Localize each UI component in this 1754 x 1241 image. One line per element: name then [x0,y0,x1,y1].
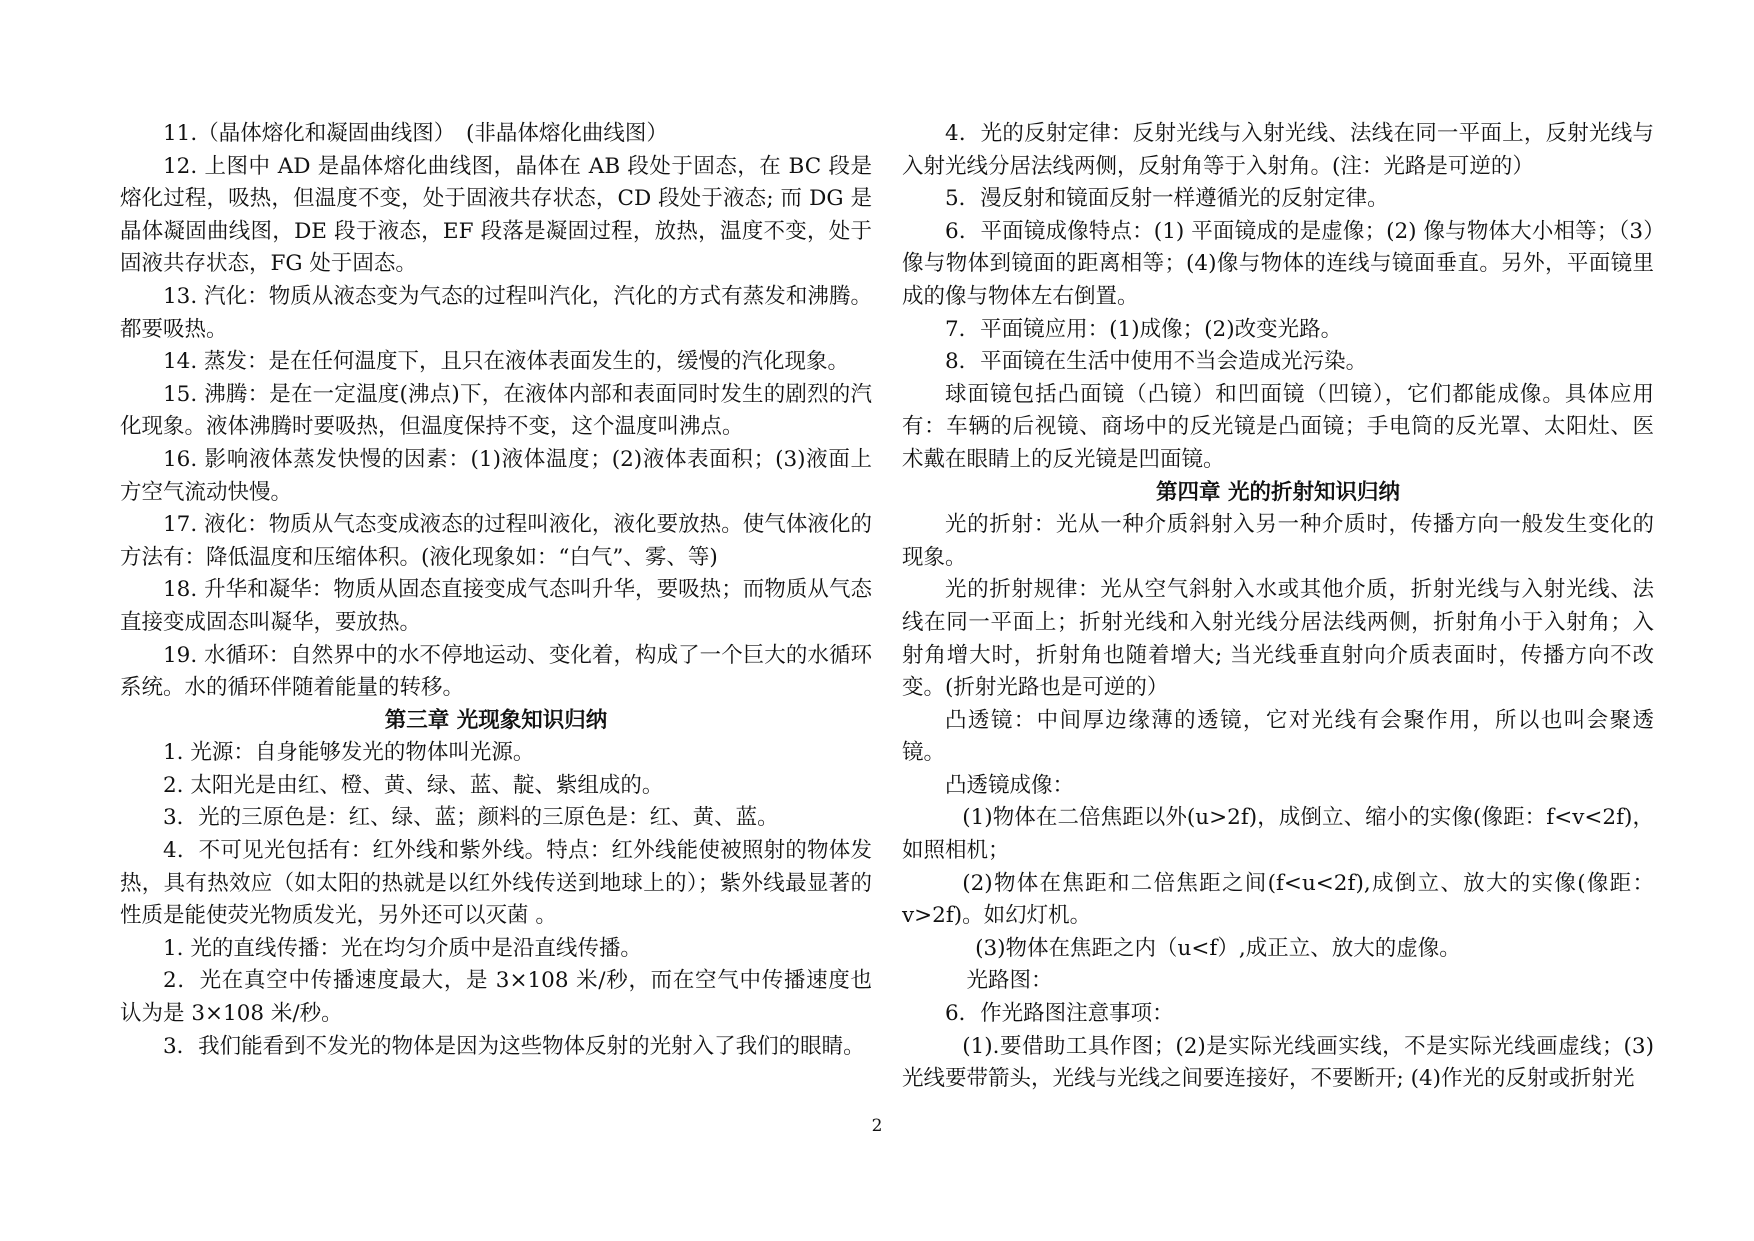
light-path-label: 光路图： [966,968,1053,994]
paragraph-16: 16. 影响液体蒸发快慢的因素：(1)液体温度；(2)液体表面积；(3)液面上方空气流动快慢。 [120,446,872,505]
plane-mirror-features-paragraph: 6．平面镜成像特点：(1) 平面镜成的是虚像；(2) 像与物体大小相等；（3）像与物体到镜面的距离相等；(4)像与物体的连线与镜面垂直。另外，平面镜里成的像与物体左右倒置。 [902,218,1654,309]
paragraph-19: 19. 水循环：自然界中的水不停地运动、变化着，构成了一个巨大的水循环系统。水的循环伴随着能量的转移。 [120,642,872,701]
paragraph-14: 14. 蒸发：是在任何温度下，且只在液体表面发生的，缓慢的汽化现象。 [163,349,850,375]
convex-lens-paragraph: 凸透镜：中间厚边缘薄的透镜，它对光线有会聚作用，所以也叫会聚透镜。 [902,707,1654,766]
paragraph-17: 17. 液化：物质从气态变成液态的过程叫液化，液化要放热。使气体液化的方法有：降低温度和压缩体积。(液化现象如：“白气”、雾、等) [120,512,872,570]
light-paragraph-2: 2. 太阳光是由红、橙、黄、绿、蓝、靛、紫组成的。 [163,772,664,798]
page-number: 2 [871,1116,883,1136]
spherical-mirror-paragraph: 球面镜包括凸面镜（凸镜）和凹面镜（凹镜），它们都能成像。具体应用有：车辆的后视镜、商场中的反光镜是凸面镜；手电筒的反光罩、太阳灶、医术戴在眼睛上的反光镜是凹面镜。 [902,381,1654,472]
plane-mirror-use-paragraph: 7．平面镜应用：(1)成像；(2)改变光路。 [945,316,1343,342]
paragraph-18: 18. 升华和凝华：物质从固态直接变成气态叫升华，要吸热；而物质从气态直接变成固态叫凝华，要放热。 [120,577,872,635]
notes-paragraph: (1).要借助工具作图；(2)是实际光线画实线，不是实际光线画虚线；(3)光线要带箭头，光线与光线之间要连接好，不要断开; (4)作光的反射或折射光 [902,1033,1654,1092]
notes-heading: 6．作光路图注意事项： [945,1001,1174,1027]
imaging-item-2: (2)物体在焦距和二倍焦距之间(f<u<2f),成倒立、放大的实像(像距：v>2f)。如幻灯机。 [902,870,1654,929]
light-paragraph-4: 4．不可见光包括有：红外线和紫外线。特点：红外线能使被照射的物体发热，具有热效应（如太阳的热就是以红外线传送到地球上的）；紫外线最显著的性质是能使荧光物质发光，另外还可以灭菌 。 [120,838,872,929]
light-paragraph-7: 3．我们能看到不发光的物体是因为这些物体反射的光射入了我们的眼睛。 [163,1033,865,1059]
light-paragraph-5: 1. 光的直线传播：光在均匀介质中是沿直线传播。 [163,935,642,961]
paragraph-12: 12. 上图中 AD 是晶体熔化曲线图，晶体在 AB 段处于固态，在 BC 段是熔化过程，吸热，但温度不变，处于固液共存状态，CD 段处于液态; 而 DG 是晶体凝固曲线图，DE 段于液态，EF 段落是凝固过程，放热，温度不变，处于固液共存状态，FG 处于固态。 [120,153,872,277]
refraction-law-paragraph: 光的折射规律：光从空气斜射入水或其他介质，折射光线与入射光线、法线在同一平面上；折射光线和入射光线分居法线两侧，折射角小于入射角；入射角增大时，折射角也随着增大; 当光线垂直射向介质表面时，传播方向不改变。(折射光路也是可逆的） [902,577,1654,701]
paragraph-11: 11.（晶体熔化和凝固曲线图） (非晶体熔化曲线图） [163,121,668,146]
imaging-item-1: (1)物体在二倍焦距以外(u>2f)，成倒立、缩小的实像(像距：f<v<2f)，如照相机； [902,805,1654,864]
paragraph-15: 15. 沸腾：是在一定温度(沸点)下，在液体内部和表面同时发生的剧烈的汽化现象。液体沸腾时要吸热，但温度保持不变，这个温度叫沸点。 [120,381,872,440]
light-paragraph-3: 3．光的三原色是：红、绿、蓝；颜料的三原色是：红、黄、蓝。 [163,805,779,831]
light-pollution-paragraph: 8．平面镜在生活中使用不当会造成光污染。 [945,349,1368,375]
light-paragraph-6: 2．光在真空中传播速度最大，是 3×108 米/秒，而在空气中传播速度也认为是 3×108 米/秒。 [120,968,872,1027]
light-paragraph-1: 1. 光源：自身能够发光的物体叫光源。 [163,740,535,766]
paragraph-13: 13. 汽化：物质从液态变为气态的过程叫汽化，汽化的方式有蒸发和沸腾。都要吸热。 [120,283,872,342]
convex-lens-imaging-label: 凸透镜成像： [945,772,1075,798]
chapter3-heading: 第三章 光现象知识归纳 [384,707,608,733]
reflection-law-paragraph: 4．光的反射定律：反射光线与入射光线、法线在同一平面上，反射光线与入射光线分居法线两侧，反射角等于入射角。(注：光路是可逆的） [902,121,1654,179]
left-column [120,118,872,1063]
imaging-item-3: (3)物体在焦距之内（u<f）,成正立、放大的虚像。 [975,935,1461,961]
refraction-paragraph: 光的折射：光从一种介质斜射入另一种介质时，传播方向一般发生变化的现象。 [902,512,1654,570]
right-column [902,118,1654,1096]
chapter4-heading: 第四章 光的折射知识归纳 [1156,479,1400,505]
diffuse-reflection-paragraph: 5．漫反射和镜面反射一样遵循光的反射定律。 [945,186,1389,212]
